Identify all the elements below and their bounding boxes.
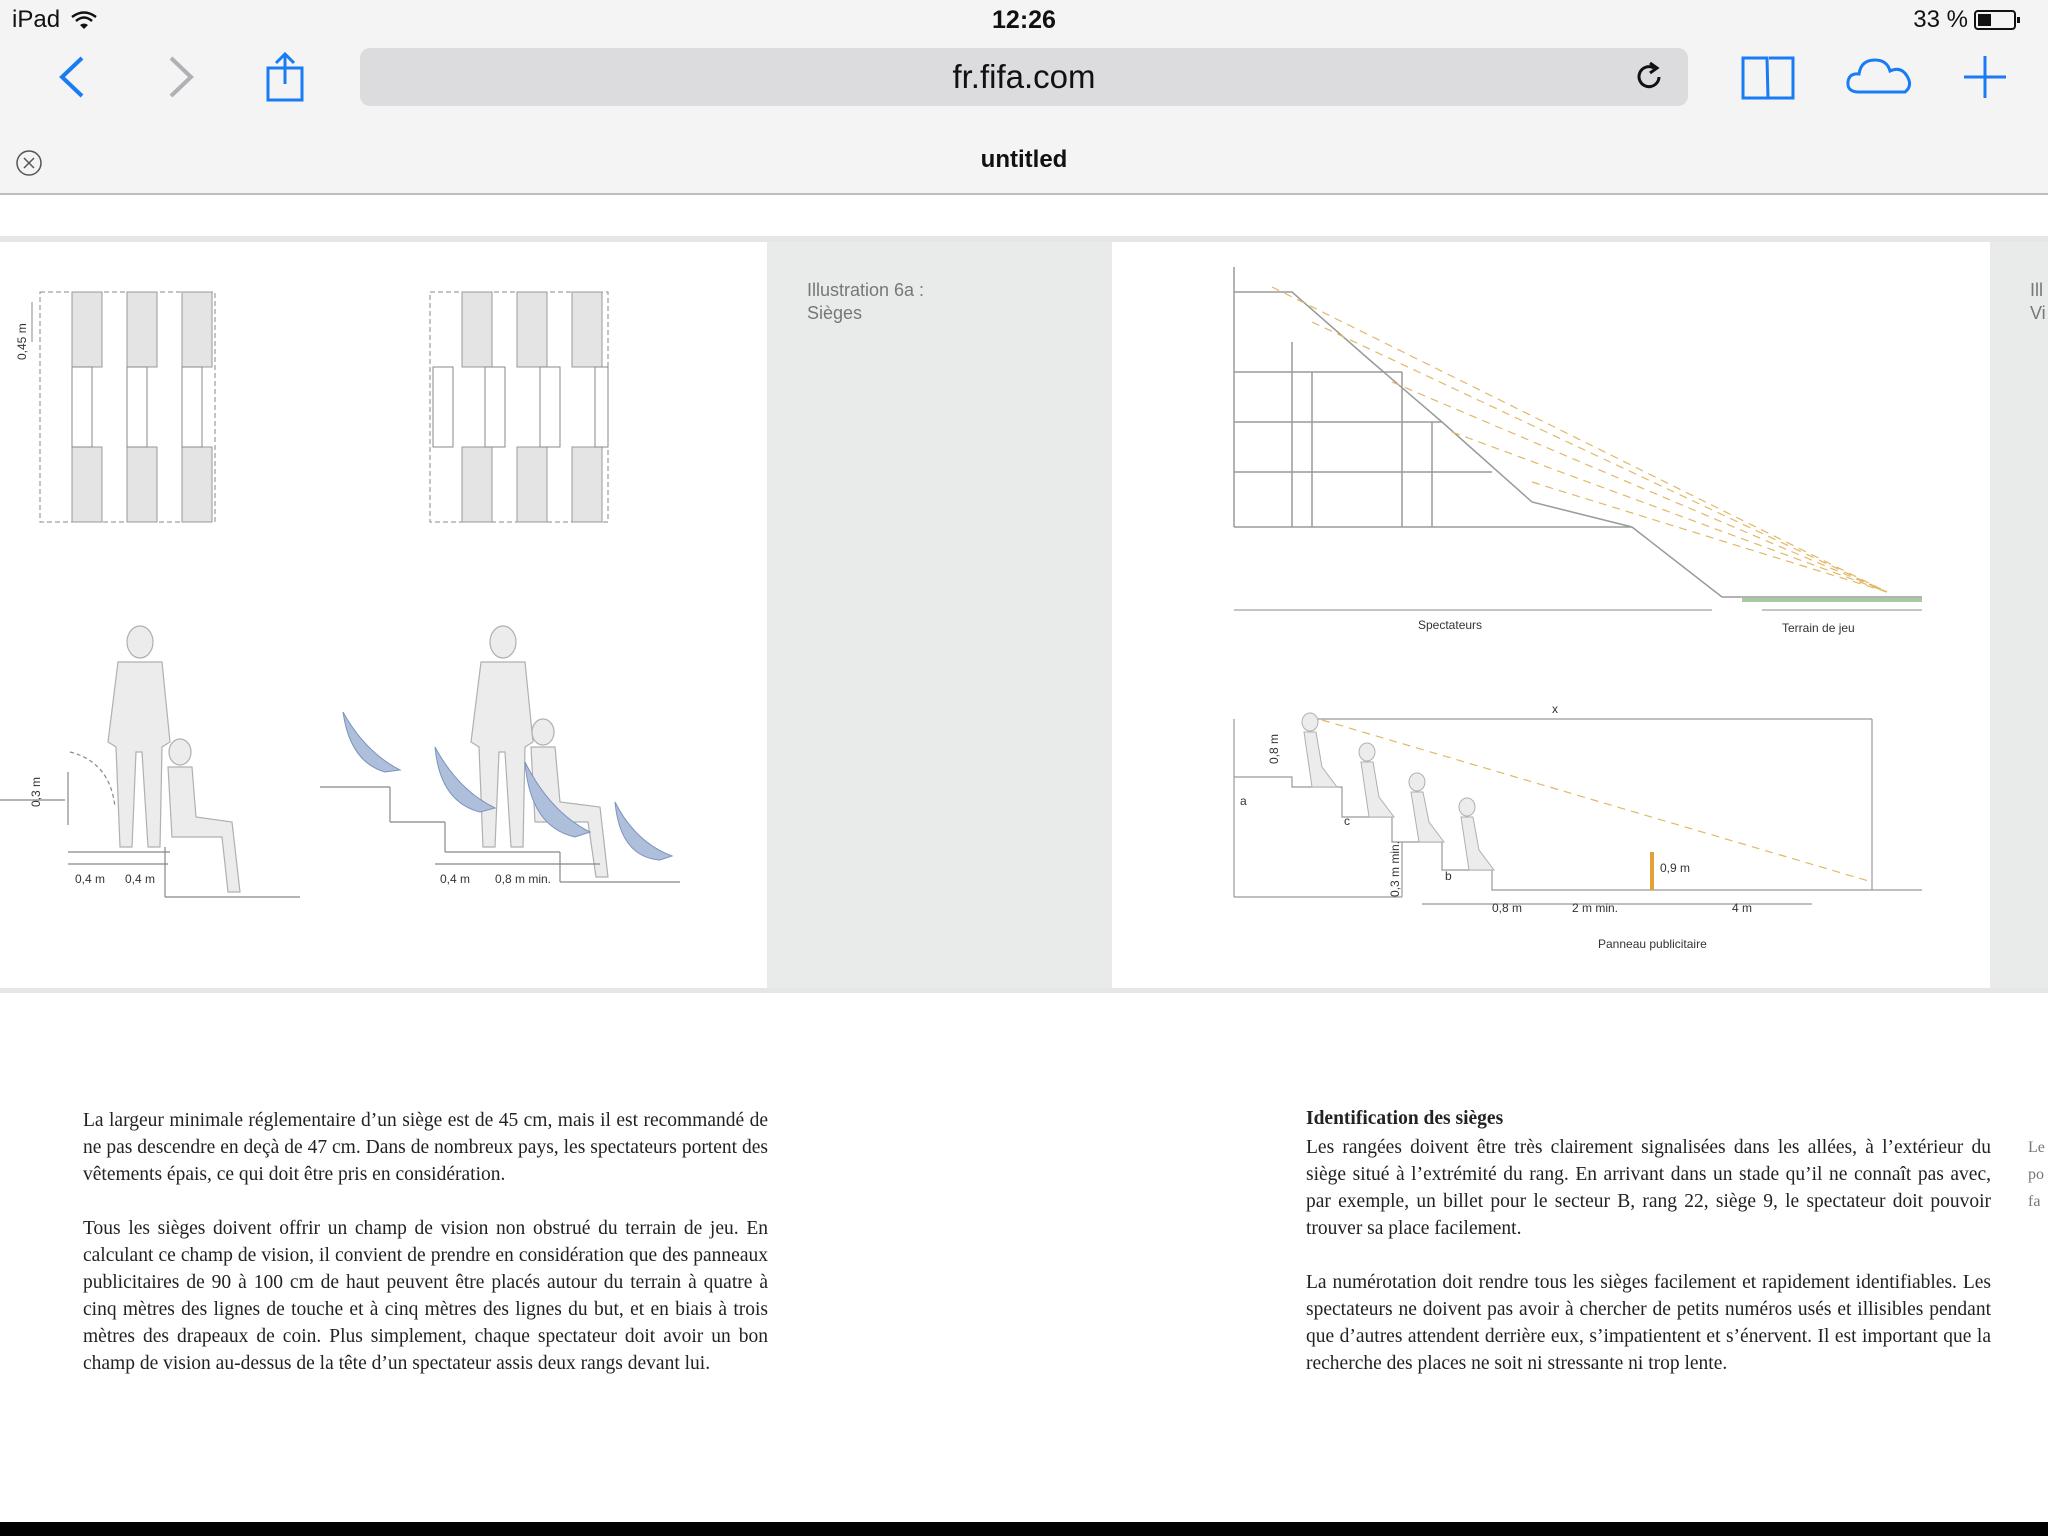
forward-icon[interactable] [155, 52, 205, 102]
heading-seat-identification: Identification des sièges [1306, 1108, 1504, 1129]
illustration-caption [807, 279, 924, 325]
a-label: a [1240, 794, 1247, 808]
carrier-label: iPad [12, 6, 97, 34]
next-caption-panel [1990, 242, 2048, 988]
d4-label: 4 m [1732, 901, 1753, 915]
d08-label: 0,8 m [1492, 901, 1523, 915]
side-note-text: Le po fa [2028, 1139, 2045, 1210]
h03-label: 0,3 m min. [1388, 840, 1402, 897]
h09-label: 0,9 m [1660, 861, 1691, 875]
board-label: Panneau publicitaire [1598, 937, 1707, 951]
paragraph-numbering: La numérotation doit rendre tous les sièges facilement et rapidement identifiables. Les spectateurs ne doivent pas avoir à chercher de petits numéros usés et illisibles pendant que d’autres attendent derrière eux, s’impatientent et s’énervent. Il est important que la recherche des places ne soit ni stressante ni trop lente. [1306, 1272, 1991, 1374]
caption-panel [767, 242, 1112, 988]
spectators-label: Spectateurs [1418, 618, 1483, 632]
pitch-label: Terrain de jeu [1782, 621, 1855, 635]
d2-label: 2 m min. [1572, 901, 1619, 915]
paragraph-seat-width: La largeur minimale réglementaire d’un siège est de 45 cm, mais il est recommandé de ne pas descendre en deçà de 47 cm. Dans de nombreux pays, les spectateurs portent des vêtements épais, ce qui doit être pris en considération. [83, 1110, 768, 1185]
url-text: fr.fifa.com [952, 58, 1096, 95]
clock: 12:26 [992, 6, 1056, 34]
width-label-3: 0,4 m [440, 872, 471, 886]
next-illustration-caption [2030, 279, 2046, 325]
bottom-bar [0, 1522, 2048, 1536]
reload-icon[interactable] [1632, 60, 1666, 94]
status-bar [0, 0, 2048, 44]
figure-sightlines-panel [1112, 242, 1990, 988]
next-caption-line-2: Vi [2030, 303, 2046, 323]
page-divider-bottom [0, 988, 2048, 993]
back-height-label: 0,3 m [29, 776, 43, 807]
caption-line-2: Sièges [807, 303, 863, 323]
share-icon[interactable] [260, 52, 310, 102]
paragraph-rows-signage: Les rangées doivent être très clairement signalisées dans les allées, à l’extérieur du siège situé à l’extrémité du rang. En arrivant dans un stade qu’il ne connaît pas avec, par exemple, un billet pour le secteur B, rang 22, siège 9, le spectateur doit pouvoir trouver sa place facilement. [1306, 1137, 1991, 1239]
address-bar[interactable] [360, 48, 1688, 106]
caption-line-1: Illustration 6a : [807, 280, 925, 300]
paragraph-sightlines: Tous les sièges doivent offrir un champ de vision non obstrué du terrain de jeu. En calculant ce champ de vision, il convient de prendre en considération que des panneaux publicitaires de 90 à 100 cm de haut peuvent être placés autour du terrain à quatre à cinq mètres des lignes de touche et à cinq mètres des lignes du but, et en biais à trois mètres des drapeaux de coin. Plus simplement, chaque spectateur doit avoir un bon champ de vision au-dessus de la tête d’un spectateur assis deux rangs devant lui. [83, 1218, 768, 1374]
battery-icon [1974, 8, 2022, 32]
width-label-4: 0,8 m min. [495, 872, 552, 886]
sightlines-illustration [1112, 242, 1990, 988]
back-icon[interactable] [48, 52, 98, 102]
b-label: b [1445, 869, 1452, 883]
h08-label: 0,8 m [1267, 733, 1281, 764]
tab-title[interactable]: untitled [980, 146, 1068, 173]
next-caption-line-1: Ill [2030, 280, 2043, 300]
width-label-2: 0,4 m [125, 872, 156, 886]
bookmarks-icon[interactable] [1740, 52, 1796, 102]
c-label: c [1344, 814, 1350, 828]
new-tab-icon[interactable] [1960, 52, 2010, 102]
browser-toolbar [0, 0, 2048, 195]
seat-depth-label: 0,45 m [15, 323, 29, 360]
figure-seats-panel [0, 242, 767, 988]
width-label-1: 0,4 m [75, 872, 106, 886]
cloud-tabs-icon[interactable] [1845, 52, 1915, 102]
seats-illustration [0, 242, 767, 988]
x-label: x [1552, 702, 1558, 716]
battery-label: 33 % [1913, 6, 1968, 33]
